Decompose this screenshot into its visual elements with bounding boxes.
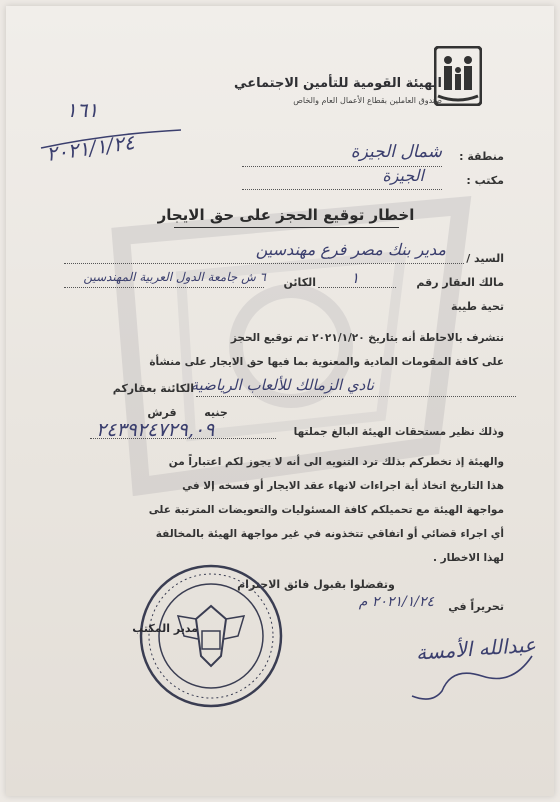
located-label: الكائن bbox=[283, 276, 316, 289]
document-title: اخطار توقيع الحجز على حق الايجار bbox=[157, 206, 415, 224]
document-page bbox=[6, 6, 554, 796]
ref-number: ١٦١ bbox=[66, 98, 99, 122]
located-line bbox=[64, 287, 264, 288]
amount: ٢٤٣٩٢٤٧٢٩,٠٩ bbox=[96, 419, 215, 441]
body-line-1: نتشرف بالاحاطة أنه بتاريخ ٢٠٢١/١/٢٠ تم توقيع الحجز bbox=[230, 332, 504, 344]
body-line-9: لهذا الاخطار . bbox=[432, 552, 504, 564]
owner-value: ١ bbox=[350, 269, 359, 287]
greeting: تحية طيبة bbox=[450, 300, 504, 313]
region-value: شمال الجيزة bbox=[350, 142, 442, 162]
signature-scribble bbox=[402, 646, 542, 706]
body-line-6: هذا التاريخ اتخاذ أية اجراءات لانهاء عقد الايجار أو فسخه إلا في bbox=[182, 480, 504, 492]
body-line-5: والهيئة إذ تخطركم بذلك ترد التنويه الى أنه لا يجوز لكم اعتباراً من bbox=[168, 456, 504, 468]
body-line-2: على كافة المقومات المادية والمعنوية بما فيها حق الايجار على منشأة bbox=[149, 356, 504, 368]
office-value: الجيزة bbox=[382, 166, 424, 185]
facility-name: نادي الزمالك للألعاب الرياضية bbox=[190, 376, 374, 394]
dated-label: تحريراً في bbox=[448, 600, 504, 613]
currency-piaster: قرش bbox=[147, 406, 177, 419]
org-name: الهيئة القومية للتأمين الاجتماعي bbox=[234, 76, 442, 91]
located-at-label: الكائنة بعقاركم bbox=[112, 382, 194, 395]
body-line-7: مواجهة الهيئة مع تحميلكم كافة المسئوليات والتعويضات المترتبة على bbox=[148, 504, 504, 516]
body-line-4: وذلك نظير مستحقات الهيئة البالغ جملتها bbox=[293, 426, 504, 438]
office-line bbox=[242, 189, 442, 190]
owner-label: مالك العقار رقم bbox=[416, 276, 504, 289]
office-label: مكتب : bbox=[466, 174, 504, 187]
recipient-line bbox=[64, 263, 464, 264]
ref-date: ٢٠٢١/١/٢٤ bbox=[44, 129, 136, 167]
amount-line bbox=[90, 438, 276, 439]
owner-line bbox=[318, 287, 396, 288]
facility-line bbox=[196, 396, 516, 397]
eagle-seal-icon bbox=[136, 561, 286, 711]
office-director: مدير المكتب bbox=[132, 622, 198, 635]
currency-pound: جنيه bbox=[204, 406, 228, 419]
region-label: منطقة : bbox=[459, 150, 504, 163]
recipient-value: مدير بنك مصر فرع مهندسين bbox=[255, 240, 446, 259]
located-value: ٦ ش جامعة الدول العربية المهندسين bbox=[83, 270, 266, 284]
closing-text: وتفضلوا بقبول فائق الاحترام bbox=[237, 578, 395, 591]
signature-name: عبدالله الأمسة bbox=[415, 632, 537, 665]
ref-underline bbox=[36, 126, 186, 156]
recipient-label: السيد / bbox=[466, 252, 504, 265]
dated-value: ٢٠٢١/١/٢٤ م bbox=[358, 594, 434, 610]
title-underline bbox=[174, 227, 399, 228]
body-line-8: أي اجراء قضائي أو اتفاقي تتخذونه في غير مواجهة الهيئة بالمخالفة bbox=[155, 528, 504, 540]
org-subtitle: صندوق العاملين بقطاع الأعمال العام والخاص bbox=[293, 96, 442, 105]
